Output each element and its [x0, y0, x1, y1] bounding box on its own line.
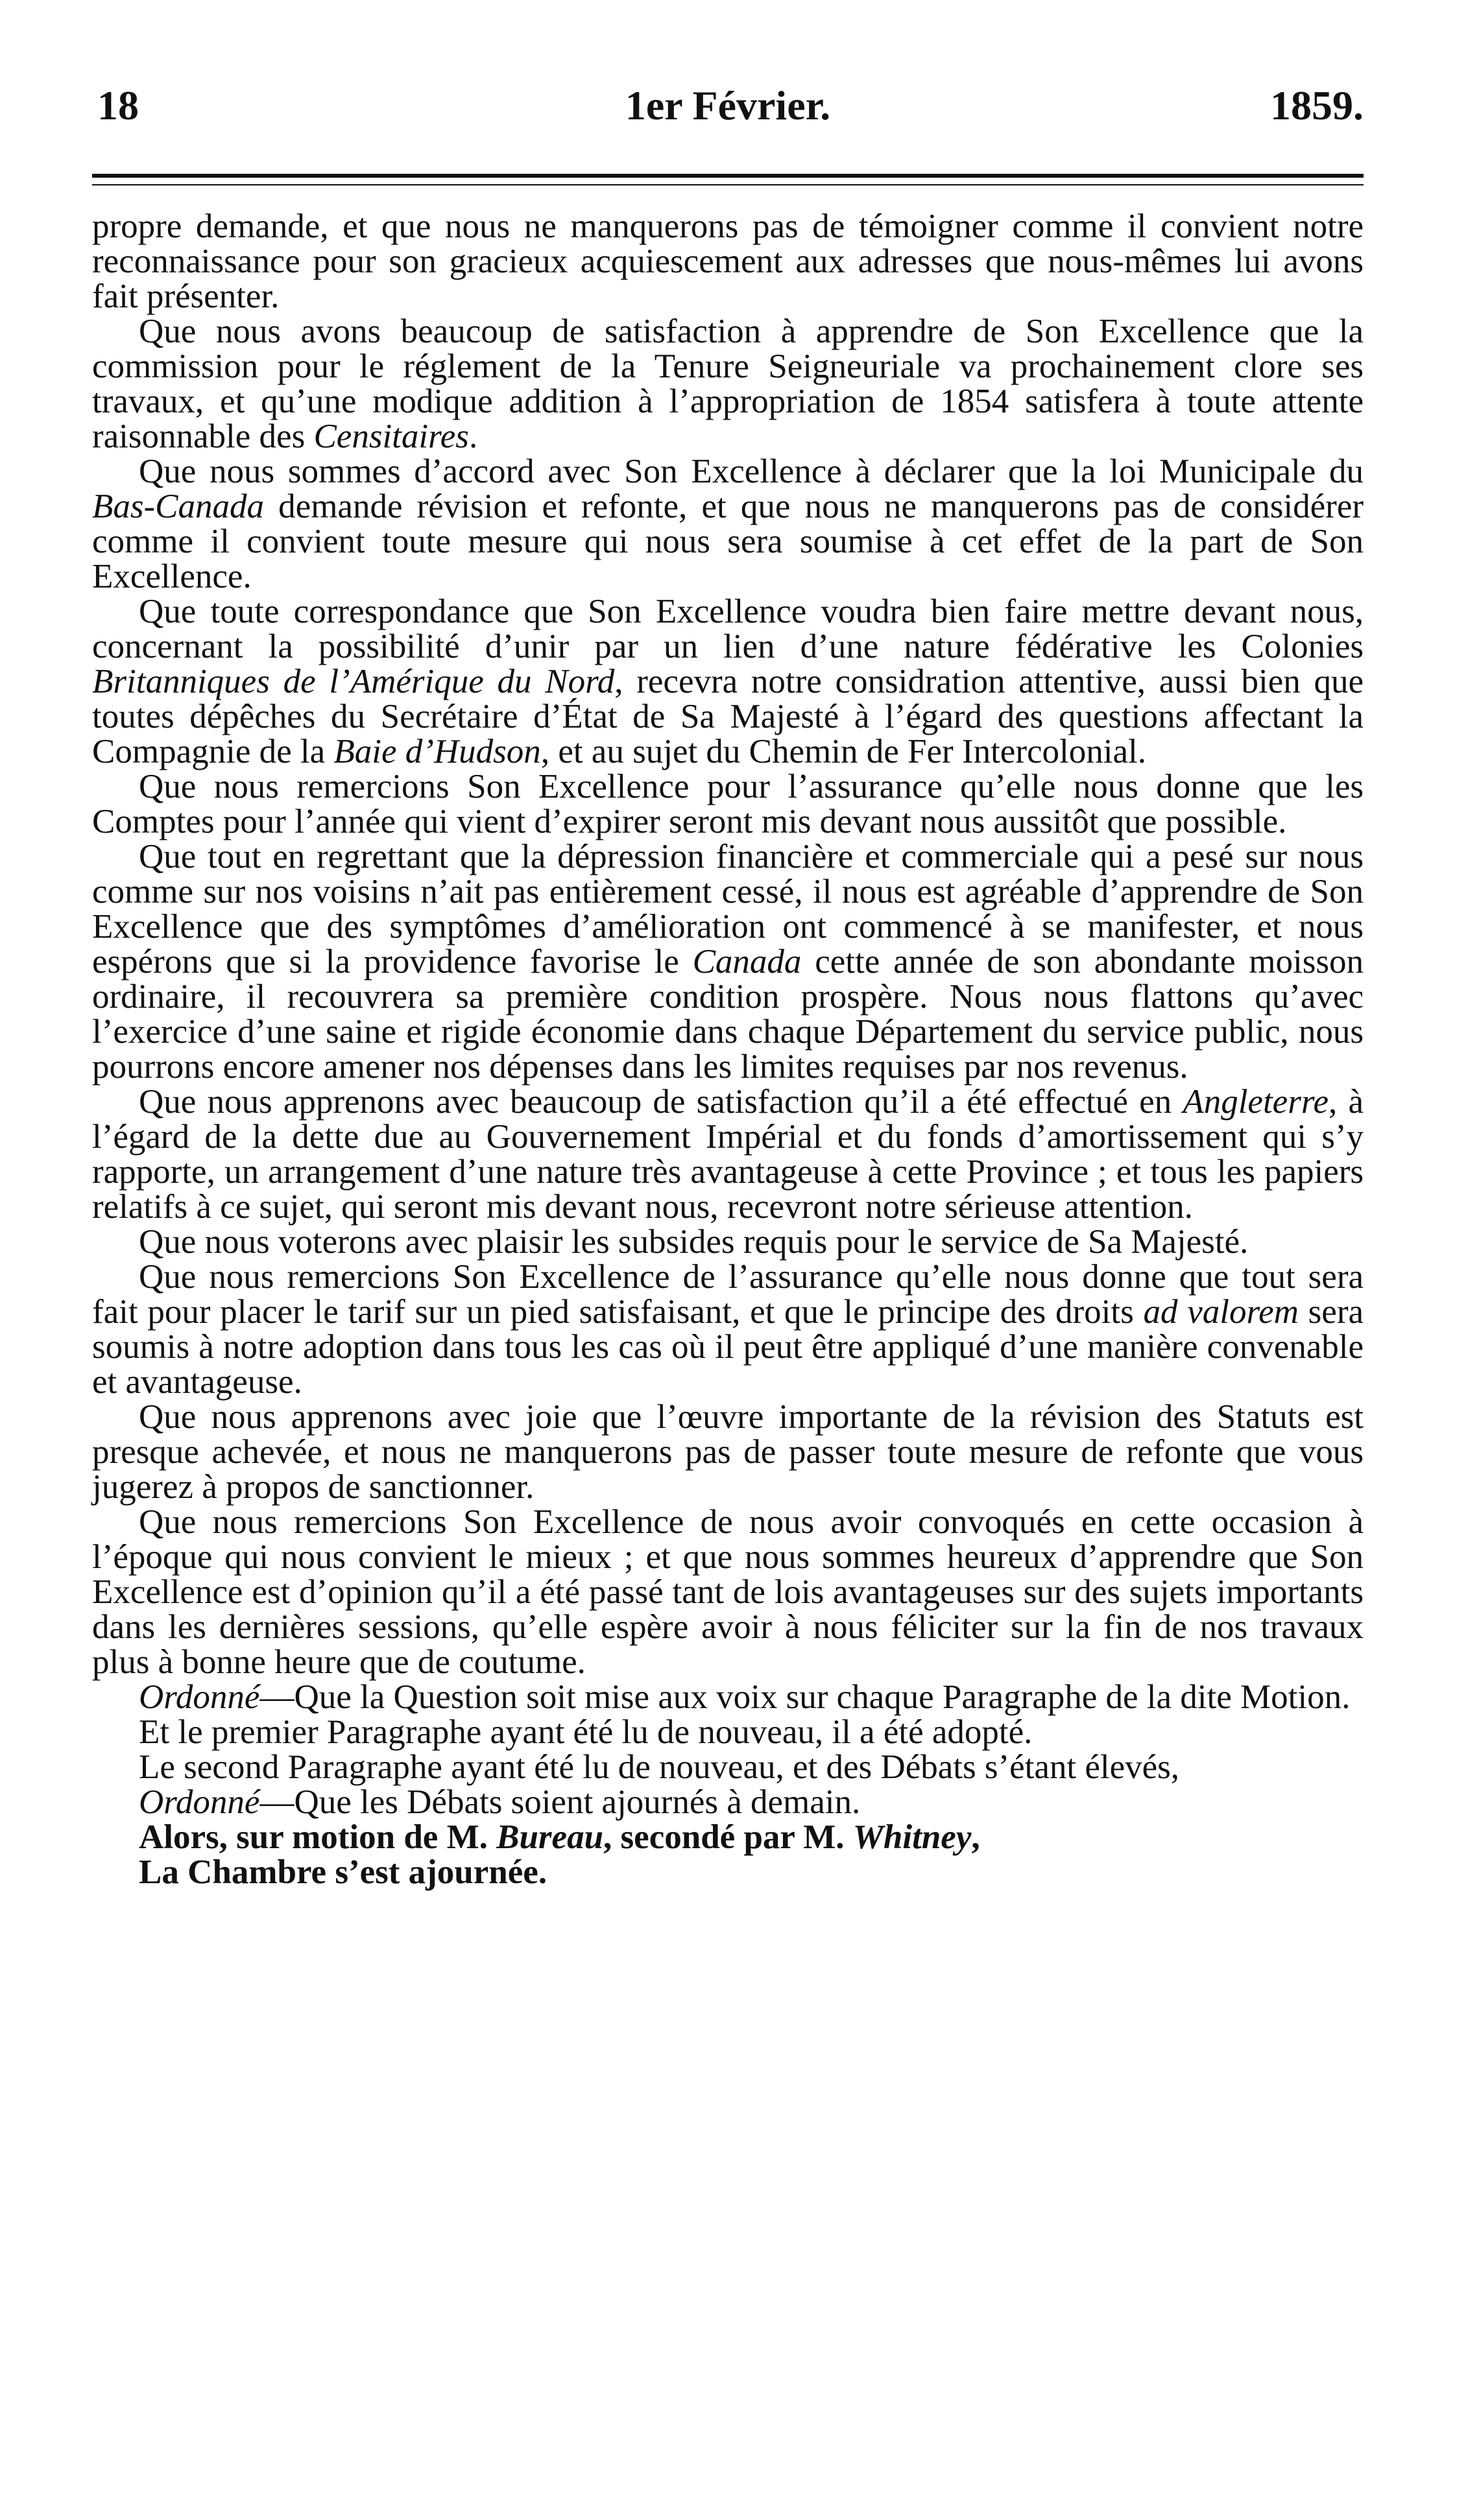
paragraph-text: propre demande, et que nous ne manquerons pas de témoigner comme il convient notre reconnaissance pour son gracieux acquiescement aux adresses que nous-mêmes lui avons fait présenter.	[92, 208, 1364, 315]
proceeding-text: , secondé par M.	[603, 1818, 853, 1856]
member-name: Whitney	[852, 1818, 972, 1856]
paragraph-statutes	[92, 1399, 1364, 1504]
running-head	[92, 77, 1364, 135]
italic-term: Canada	[692, 943, 802, 981]
header-year: 1859.	[1270, 82, 1364, 128]
italic-term: ad valorem	[1143, 1293, 1299, 1331]
paragraph-text: demande révision et refonte, et que nous ne manquerons pas de considérer comme il convient toute mesure qui nous sera soumise à cet effet de la part de Son Excellence.	[92, 488, 1364, 595]
header-rule-thick	[92, 174, 1364, 178]
italic-term: Angleterre	[1183, 1083, 1329, 1121]
order-text: —Que la Question soit mise aux voix sur chaque Paragraphe de la dite Motion.	[259, 1678, 1351, 1716]
paragraph-text: Que nous remercions Son Excellence de nous avoir convoqués en cette occasion à l’époque qui nous convient le mieux ; et que nous sommes heureux d’apprendre que Son Excellence est d’opinion qu’il a été passé tant de lois avantageuses sur des sujets importants dans les dernières sessions, qu’elle espère avoir à nous féliciter sur la fin de nos travaux plus à bonne heure que de coutume.	[92, 1503, 1364, 1681]
italic-term: Baie d’Hudson	[333, 733, 541, 770]
paragraph-subsidies	[92, 1224, 1364, 1259]
paragraph-continuation	[92, 209, 1364, 314]
paragraph-financial-depression	[92, 839, 1364, 1084]
paragraph-municipal-law	[92, 454, 1364, 594]
order-debate-adjourned	[92, 1785, 1364, 1820]
italic-term: Censitaires	[313, 418, 469, 455]
italic-term: Britanniques de l’Amérique du Nord	[92, 663, 615, 700]
paragraph-text: Que nous voterons avec plaisir les subsides requis pour le service de Sa Majesté.	[139, 1223, 1249, 1261]
first-paragraph-adopted	[92, 1715, 1364, 1750]
proceeding-text: La Chambre s’est ajournée.	[139, 1853, 547, 1891]
order-question-put	[92, 1680, 1364, 1715]
paragraph-text: sera soumis à notre adoption dans tous les cas où il peut être appliqué d’une manière convenable et avantageuse.	[92, 1293, 1364, 1401]
paragraph-accounts	[92, 769, 1364, 839]
paragraph-text: Que nous remercions Son Excellence pour l’assurance qu’elle nous donne que les Comptes pour l’année qui vient d’expirer seront mis devant nous aussitôt que possible.	[92, 768, 1364, 840]
order-text: —Que les Débats soient ajournés à demain.	[259, 1783, 861, 1821]
paragraph-text: Que tout en regrettant que la dépression financière et commerciale qui a pesé sur nous comme sur nos voisins n’ait pas entièrement cessé, il nous est agréable d’apprendre de Son Excellence que des symptômes d’amélioration ont commencé à se manifester, et nous espérons que si la providence favorise le	[92, 838, 1364, 981]
italic-term: Bas-Canada	[92, 488, 264, 525]
paragraph-text: Que nous avons beaucoup de satisfaction à apprendre de Son Excellence que la commission pour le réglement de la Tenure Seigneuriale va prochainement clore ses travaux, et qu’une modique addition à l’appropriation de 1854 satisfera à toute attente raisonnable des	[92, 313, 1364, 455]
paragraph-seigneurial-tenure	[92, 314, 1364, 454]
adjournment-motion	[92, 1820, 1364, 1855]
page-number: 18	[97, 82, 139, 128]
paragraph-text: , à l’égard de la dette due au Gouvernement Impérial et du fonds d’amortissement qui s’y rapporte, un arrangement d’une nature très avantageuse à cette Province ; et tous les papiers relatifs à ce sujet, qui seront mis devant nous, recevront notre sérieuse attention.	[92, 1083, 1364, 1226]
proceeding-text: ,	[971, 1818, 980, 1856]
paragraph-text: Que nous apprenons avec beaucoup de satisfaction qu’il a été effectué en	[139, 1083, 1183, 1121]
order-label: Ordonné	[139, 1783, 260, 1821]
proceeding-text: Et le premier Paragraphe ayant été lu de nouveau, il a été adopté.	[139, 1713, 1033, 1751]
order-label: Ordonné	[139, 1678, 260, 1716]
body-text	[92, 209, 1364, 1890]
paragraph-text: Que nous sommes d’accord avec Son Excellence à déclarer que la loi Municipale du	[139, 453, 1364, 490]
proceeding-text: Alors, sur motion de M.	[139, 1818, 497, 1856]
house-adjourned	[92, 1855, 1364, 1890]
paragraph-imperial-debt	[92, 1084, 1364, 1224]
header-rule-thin	[92, 184, 1364, 185]
paragraph-text: , recevra notre considration attentive, aussi bien que toutes dépêches du Secrétaire d’État de Sa Majesté à l’égard des questions affectant la Compagnie de la	[92, 663, 1364, 770]
paragraph-text: Que nous remercions Son Excellence de l’assurance qu’elle nous donne que tout sera fait pour placer le tarif sur un pied satisfaisant, et que le principe des droits	[92, 1258, 1364, 1331]
paragraph-text: , et au sujet du Chemin de Fer Intercolonial.	[540, 733, 1146, 770]
proceeding-text: Le second Paragraphe ayant été lu de nouveau, et des Débats s’étant élevés,	[139, 1748, 1180, 1786]
paragraph-text: cette année de son abondante moisson ordinaire, il recouvrera sa première condition prospère. Nous nous flattons qu’avec l’exercice d’une saine et rigide économie dans chaque Département du service public, nous pourrons encore amener nos dépenses dans les limites requises par nos revenus.	[92, 943, 1364, 1086]
paragraph-federation	[92, 594, 1364, 769]
member-name: Bureau	[496, 1818, 604, 1856]
second-paragraph-debate	[92, 1750, 1364, 1785]
paragraph-text: Que toute correspondance que Son Excellence voudra bien faire mettre devant nous, concernant la possibilité d’unir par un lien d’une nature fédérative les Colonies	[92, 593, 1364, 665]
header-date: 1er Février.	[625, 82, 831, 128]
paragraph-tariff	[92, 1259, 1364, 1399]
paragraph-text: Que nous apprenons avec joie que l’œuvre importante de la révision des Statuts est presque achevée, et nous ne manquerons pas de passer toute mesure de refonte que vous jugerez à propos de sanctionner.	[92, 1398, 1364, 1506]
paragraph-text: .	[468, 418, 478, 455]
paragraph-convocation	[92, 1504, 1364, 1680]
